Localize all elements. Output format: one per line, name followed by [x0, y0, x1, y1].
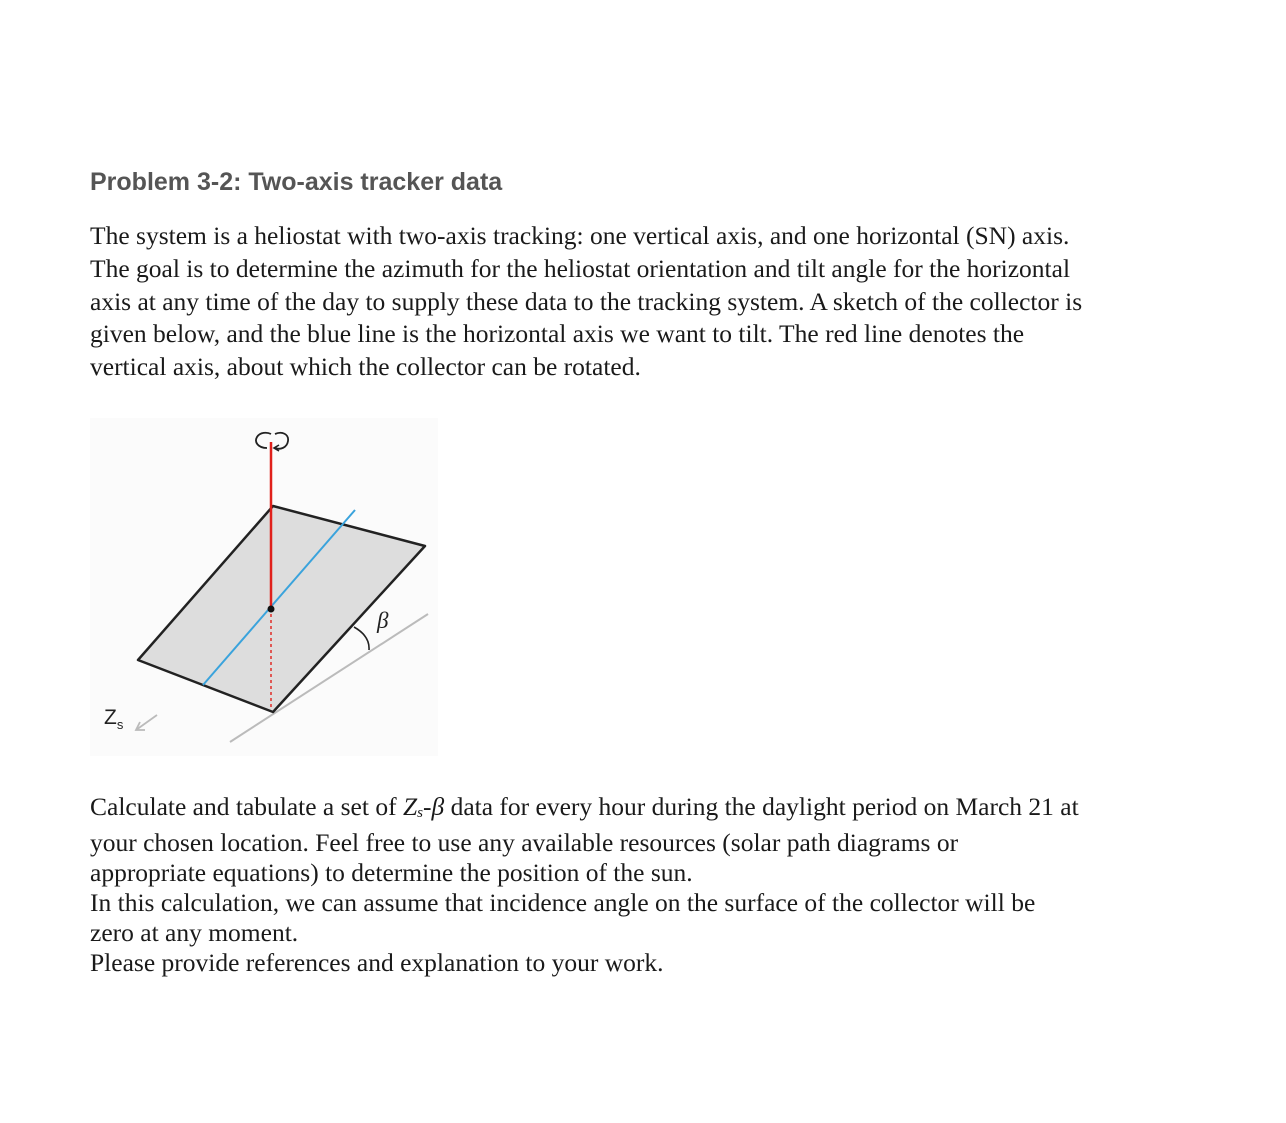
variable-dash: -: [422, 792, 432, 821]
task-text-before: Calculate and tabulate a set of: [90, 792, 403, 821]
task-line: your chosen location. Feel free to use any available resources (solar path diagrams or: [90, 828, 959, 857]
beta-variable: β: [431, 792, 445, 821]
task-description: [90, 792, 1190, 978]
problem-title: Problem 3-2: Two-axis tracker data: [90, 168, 503, 196]
description-line: axis at any time of the day to supply these data to the tracking system. A sketch of the collector is: [90, 286, 1083, 316]
description-line: The goal is to determine the azimuth for the heliostat orientation and tilt angle for the horizontal: [90, 253, 1071, 283]
collector-sketch: [90, 418, 438, 756]
task-line: [90, 792, 1190, 828]
zs-label-subscript: s: [116, 717, 124, 732]
pivot-point: [268, 606, 275, 613]
description-line: given below, and the blue line is the horizontal axis we want to tilt. The red line denotes the: [90, 319, 1025, 349]
task-line: In this calculation, we can assume that incidence angle on the surface of the collector will be: [90, 888, 1036, 917]
task-line: appropriate equations) to determine the position of the sun.: [90, 858, 693, 887]
beta-label: β: [377, 608, 389, 633]
task-line: Please provide references and explanation to your work.: [90, 948, 664, 977]
task-line: zero at any moment.: [90, 918, 299, 947]
zs-variable-subscript: s: [417, 805, 423, 821]
task-text-after: data for every hour during the daylight period on March 21 at: [444, 792, 1079, 821]
zs-label-main: Z: [104, 706, 117, 729]
zs-variable: Z: [402, 792, 418, 821]
description-line: The system is a heliostat with two-axis tracking: one vertical axis, and one horizontal (SN) axis.: [90, 221, 1070, 250]
problem-description: [90, 220, 1190, 384]
description-line: vertical axis, about which the collector can be rotated.: [90, 352, 641, 382]
